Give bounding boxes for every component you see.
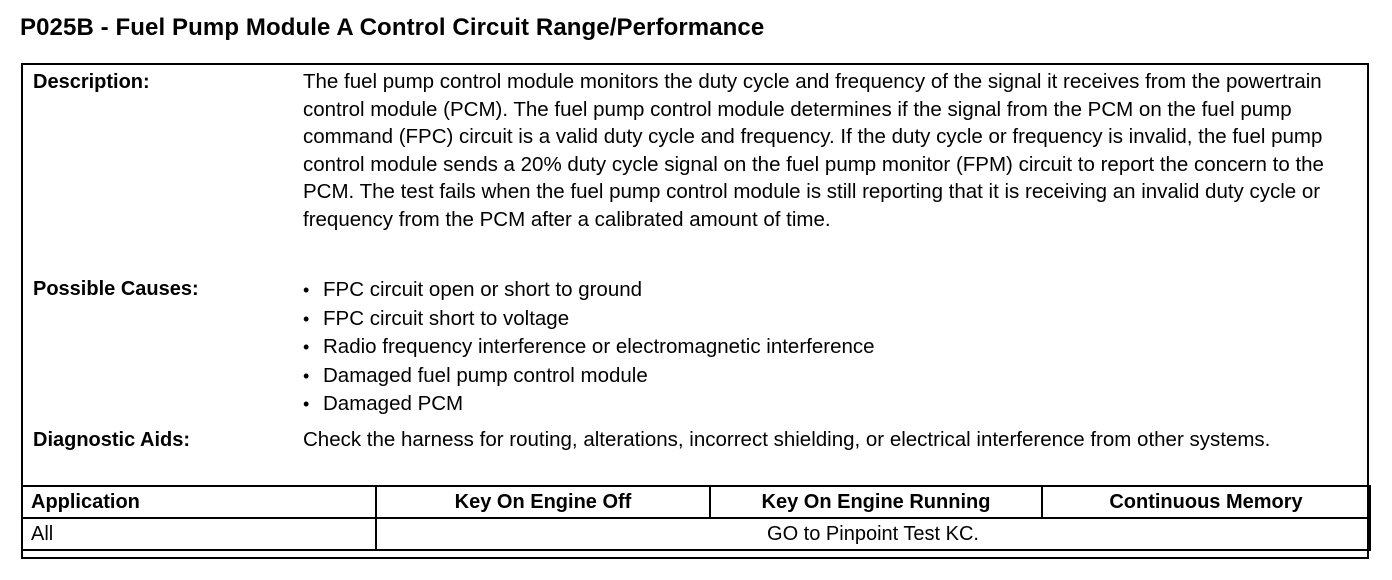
table-header-key-on-engine-off: Key On Engine Off bbox=[376, 486, 710, 518]
dtc-info-box bbox=[21, 63, 1369, 559]
table-header-application: Application bbox=[22, 486, 376, 518]
cause-item: • FPC circuit short to voltage bbox=[303, 305, 875, 334]
cause-item: • FPC circuit open or short to ground bbox=[303, 276, 875, 305]
action-cell: GO to Pinpoint Test KC. bbox=[376, 518, 1370, 550]
possible-causes-label: Possible Causes: bbox=[33, 278, 199, 300]
cause-item: • Damaged PCM bbox=[303, 390, 875, 419]
bullet-icon: • bbox=[303, 337, 310, 357]
application-table bbox=[21, 485, 1371, 551]
table-header-key-on-engine-running: Key On Engine Running bbox=[710, 486, 1042, 518]
table-row bbox=[22, 518, 1370, 550]
cause-item: • Radio frequency interference or electromagnetic interference bbox=[303, 333, 875, 362]
bullet-icon: • bbox=[303, 394, 310, 414]
bullet-icon: • bbox=[303, 365, 310, 386]
possible-causes-list bbox=[303, 276, 875, 419]
cause-item: • Damaged fuel pump control module bbox=[303, 362, 875, 391]
table-header-row bbox=[22, 486, 1370, 518]
diagnostic-aids-label: Diagnostic Aids: bbox=[33, 429, 191, 451]
diagnostic-aids-text: Check the harness for routing, alterations, incorrect shielding, or electrical interference from other systems. bbox=[303, 428, 1271, 451]
table-header-continuous-memory: Continuous Memory bbox=[1042, 486, 1370, 518]
bullet-icon: • bbox=[303, 308, 310, 329]
bullet-icon: • bbox=[303, 280, 310, 300]
description-text: The fuel pump control module monitors the duty cycle and frequency of the signal it receives from the powertrain control module (PCM). The fuel pump control module determines if the signal from the PCM on the fuel pump command (FPC) circuit is a valid duty cycle and frequency. If the duty cycle or frequency is invalid, the fuel pump control module sends a 20% duty cycle signal on the fuel pump monitor (FPM) circuit to report the concern to the PCM. The test fails when the fuel pump control module is still reporting that it is receiving an invalid duty cycle or frequency from the PCM after a calibrated amount of time. bbox=[303, 70, 1324, 231]
page-title: P025B - Fuel Pump Module A Control Circuit Range/Performance bbox=[20, 14, 765, 41]
description-label: Description: bbox=[33, 71, 150, 93]
application-cell: All bbox=[22, 518, 376, 550]
